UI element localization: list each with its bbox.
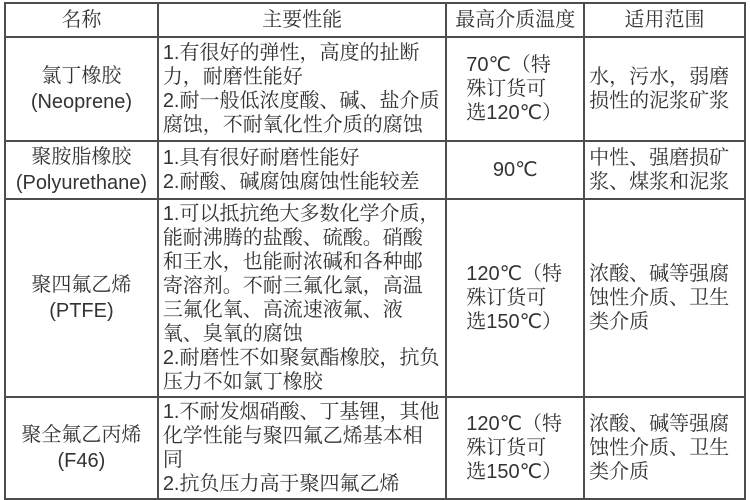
performance-item: 2.耐磨性不如聚氨酯橡胶，抗负压力不如氯丁橡胶 — [162, 347, 440, 393]
material-name-cell — [5, 37, 158, 141]
material-name: 氯丁橡胶 — [41, 65, 122, 87]
material-name-cell — [5, 199, 158, 397]
application-cell: 水，污水，弱磨损性的泥浆矿浆 — [584, 37, 745, 141]
application-cell: 中性、强磨损矿浆、煤浆和泥浆 — [584, 141, 745, 199]
performance-item: 1.可以抵抗绝大多数化学介质，能耐沸腾的盐酸、硫酸。硝酸和王水，也能耐浓碱和各种邮寄溶剂。不耐三氟化氯，高温三氟化氧、高流速液氟、液氧、臭氧的腐蚀 — [162, 203, 440, 345]
material-name-en: (Neoprene) — [30, 91, 132, 113]
material-name-cell — [5, 141, 158, 199]
material-name: 聚胺脂橡胶 — [31, 146, 132, 168]
performance-cell — [158, 397, 447, 499]
application-cell: 浓酸、碱等强腐蚀性介质、卫生类介质 — [584, 397, 745, 499]
material-name-cell — [5, 397, 158, 499]
application-cell: 浓酸、碱等强腐蚀性介质、卫生类介质 — [584, 199, 745, 397]
header-row — [5, 3, 745, 37]
header-main-performance: 主要性能 — [158, 3, 447, 37]
max-temp-cell — [446, 37, 584, 141]
header-application-range: 适用范围 — [584, 3, 745, 37]
material-name-en: (Polyurethane) — [15, 172, 147, 194]
max-temp-value: 70℃（特殊订货可选120℃） — [466, 54, 563, 124]
performance-item: 2.耐一般低浓度酸、碱、盐介质腐蚀，不耐氧化性介质的腐蚀 — [162, 90, 440, 136]
lining-materials-table — [4, 2, 746, 500]
header-name: 名称 — [5, 3, 158, 37]
max-temp-cell — [446, 199, 584, 397]
material-name: 聚四氟乙烯 — [31, 274, 132, 296]
header-max-medium-temperature: 最高介质温度 — [446, 3, 584, 37]
performance-item: 1.不耐发烟硝酸、丁基锂，其他化学性能与聚四氟乙烯基本相同 — [162, 401, 440, 471]
max-temp-value: 90℃ — [492, 159, 538, 182]
max-temp-value: 120℃（特殊订货可选150℃） — [466, 263, 563, 333]
material-name-en: (F46) — [57, 450, 106, 472]
table-row — [5, 397, 745, 499]
performance-cell — [158, 141, 447, 199]
performance-item: 1.具有很好耐磨性能好 — [162, 147, 360, 169]
performance-cell — [158, 199, 447, 397]
table-row — [5, 141, 745, 199]
max-temp-cell — [446, 397, 584, 499]
max-temp-cell — [446, 141, 584, 199]
table-row — [5, 37, 745, 141]
material-name: 聚全氟乙丙烯 — [21, 424, 142, 446]
table-row — [5, 199, 745, 397]
performance-item: 2.抗负压力高于聚四氟乙烯 — [162, 473, 400, 495]
performance-item: 2.耐酸、碱腐蚀腐蚀性能较差 — [162, 171, 420, 193]
max-temp-value: 120℃（特殊订货可选150℃） — [466, 413, 563, 483]
performance-item: 1.有很好的弹性，高度的扯断力，耐磨性能好 — [162, 42, 420, 88]
material-name-en: (PTFE) — [49, 300, 114, 322]
performance-cell — [158, 37, 447, 141]
